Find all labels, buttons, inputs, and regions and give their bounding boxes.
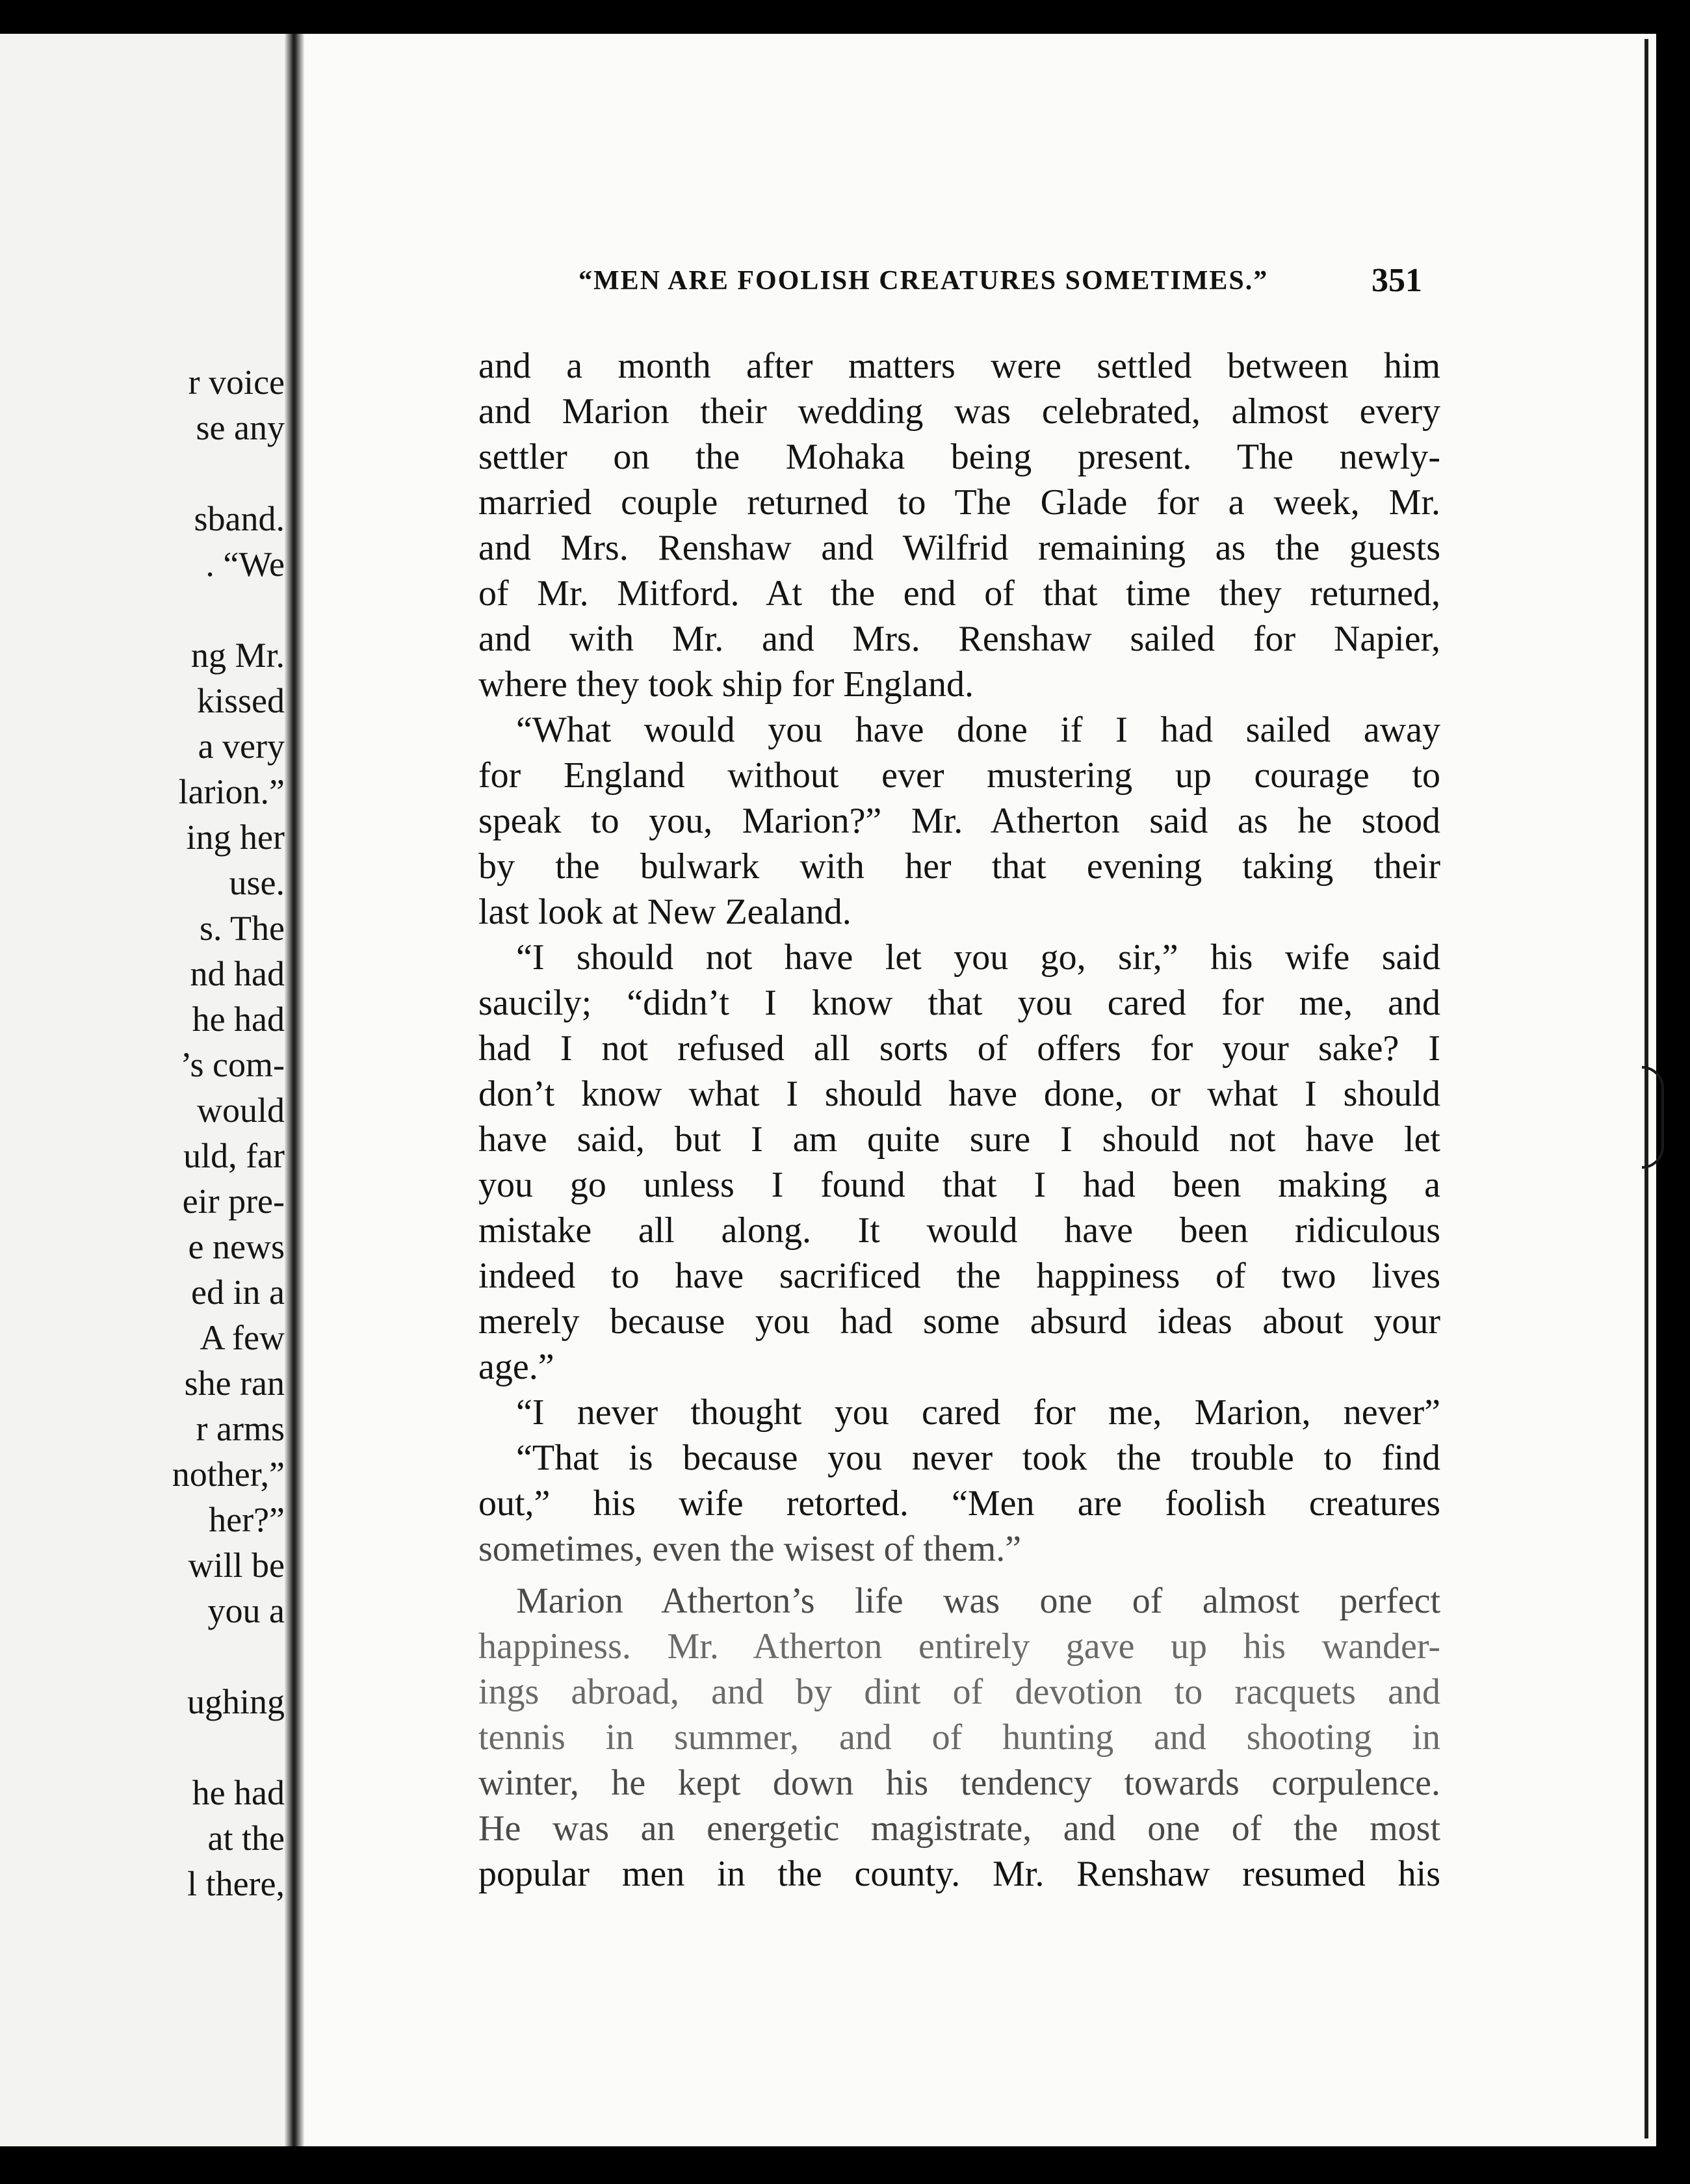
text-line: “I should not have let you go, sir,” his wife said [516, 937, 1440, 978]
page-curl [1642, 1066, 1664, 1169]
running-header: “MEN ARE FOOLISH CREATURES SOMETIMES.” [578, 266, 1269, 296]
left-line: would [197, 1091, 285, 1130]
left-line: will be [188, 1546, 285, 1585]
left-line: he had [192, 1000, 285, 1039]
text-line: Marion Atherton’s life was one of almost perfect [516, 1581, 1440, 1621]
text-line: you go unless I found that I had been making a [478, 1165, 1440, 1205]
text-line: ings abroad, and by dint of devotion to racquets and [478, 1672, 1440, 1712]
text-line: “What would you have done if I had sailed away [516, 710, 1440, 750]
text-line: tennis in summer, and of hunting and shooting in [478, 1717, 1440, 1758]
text-line: indeed to have sacrificed the happiness of two lives [478, 1256, 1440, 1296]
left-line: her?” [209, 1500, 285, 1539]
left-line: ed in a [191, 1273, 285, 1312]
left-line: ’s com- [180, 1045, 285, 1084]
left-line: nother,” [172, 1455, 285, 1494]
left-line: uld, far [183, 1136, 285, 1175]
text-line: merely because you had some absurd ideas about your [478, 1301, 1440, 1342]
left-line: a very [198, 727, 285, 766]
text-line: mistake all along. It would have been ridiculous [478, 1210, 1440, 1251]
left-line: kissed [197, 681, 285, 720]
left-line: l there, [187, 1864, 285, 1903]
text-line: don’t know what I should have done, or what I should [478, 1074, 1440, 1114]
left-line: use. [229, 863, 285, 902]
text-line: and a month after matters were settled between him [478, 346, 1440, 386]
text-line: speak to you, Marion?” Mr. Atherton said as he stood [478, 801, 1440, 841]
left-line: e news [188, 1227, 285, 1266]
text-line: had I not refused all sorts of offers for your sake? I [478, 1028, 1440, 1069]
left-line: she ran [184, 1364, 285, 1403]
left-line: larion.” [178, 772, 285, 811]
text-line: sometimes, even the wisest of them.” [478, 1529, 1022, 1569]
text-line: by the bulwark with her that evening taking their [478, 846, 1440, 887]
left-line: ing her [186, 818, 285, 857]
left-line: eir pre- [182, 1182, 285, 1221]
left-facing-page [0, 34, 285, 2146]
left-line: se any [196, 408, 285, 447]
left-line: r voice [188, 363, 285, 402]
text-line: and with Mr. and Mrs. Renshaw sailed for Napier, [478, 619, 1440, 659]
text-line: age.” [478, 1347, 554, 1387]
page-number: 351 [1372, 262, 1422, 299]
text-line: popular men in the county. Mr. Renshaw resumed his [478, 1854, 1440, 1894]
left-line: he had [192, 1773, 285, 1812]
text-line: of Mr. Mitford. At the end of that time they returned, [478, 573, 1440, 614]
left-line: ng Mr. [190, 636, 285, 675]
text-line: saucily; “didn’t I know that you cared for me, and [478, 983, 1440, 1023]
text-line: for England without ever mustering up courage to [478, 755, 1440, 796]
left-line: . “We [205, 545, 285, 584]
left-line: r arms [196, 1409, 285, 1448]
left-line: A few [200, 1318, 285, 1357]
left-line: ughing [187, 1682, 285, 1721]
text-line: settler on the Mohaka being present. The newly- [478, 437, 1440, 477]
text-line: winter, he kept down his tendency towards corpulence. [478, 1763, 1440, 1803]
text-line: have said, but I am quite sure I should not have let [478, 1119, 1440, 1160]
text-line: He was an energetic magistrate, and one of the most [478, 1808, 1440, 1849]
left-line: s. The [200, 909, 285, 948]
text-line: and Mrs. Renshaw and Wilfrid remaining as the guests [478, 528, 1440, 568]
text-line: happiness. Mr. Atherton entirely gave up his wander- [478, 1626, 1440, 1667]
book-gutter [285, 34, 304, 2146]
text-line: and Marion their wedding was celebrated, almost every [478, 391, 1440, 432]
left-line: sband. [194, 499, 285, 538]
text-line: “That is because you never took the trouble to find [516, 1438, 1440, 1478]
left-line: you a [207, 1591, 285, 1630]
text-line: “I never thought you cared for me, Marion, never” [516, 1392, 1440, 1433]
text-line: where they took ship for England. [478, 664, 974, 705]
text-line: married couple returned to The Glade for a week, Mr. [478, 482, 1440, 523]
text-line: out,” his wife retorted. “Men are foolish creatures [478, 1483, 1440, 1524]
text-line: last look at New Zealand. [478, 892, 852, 932]
left-line: nd had [190, 954, 285, 993]
left-line: at the [207, 1819, 285, 1858]
